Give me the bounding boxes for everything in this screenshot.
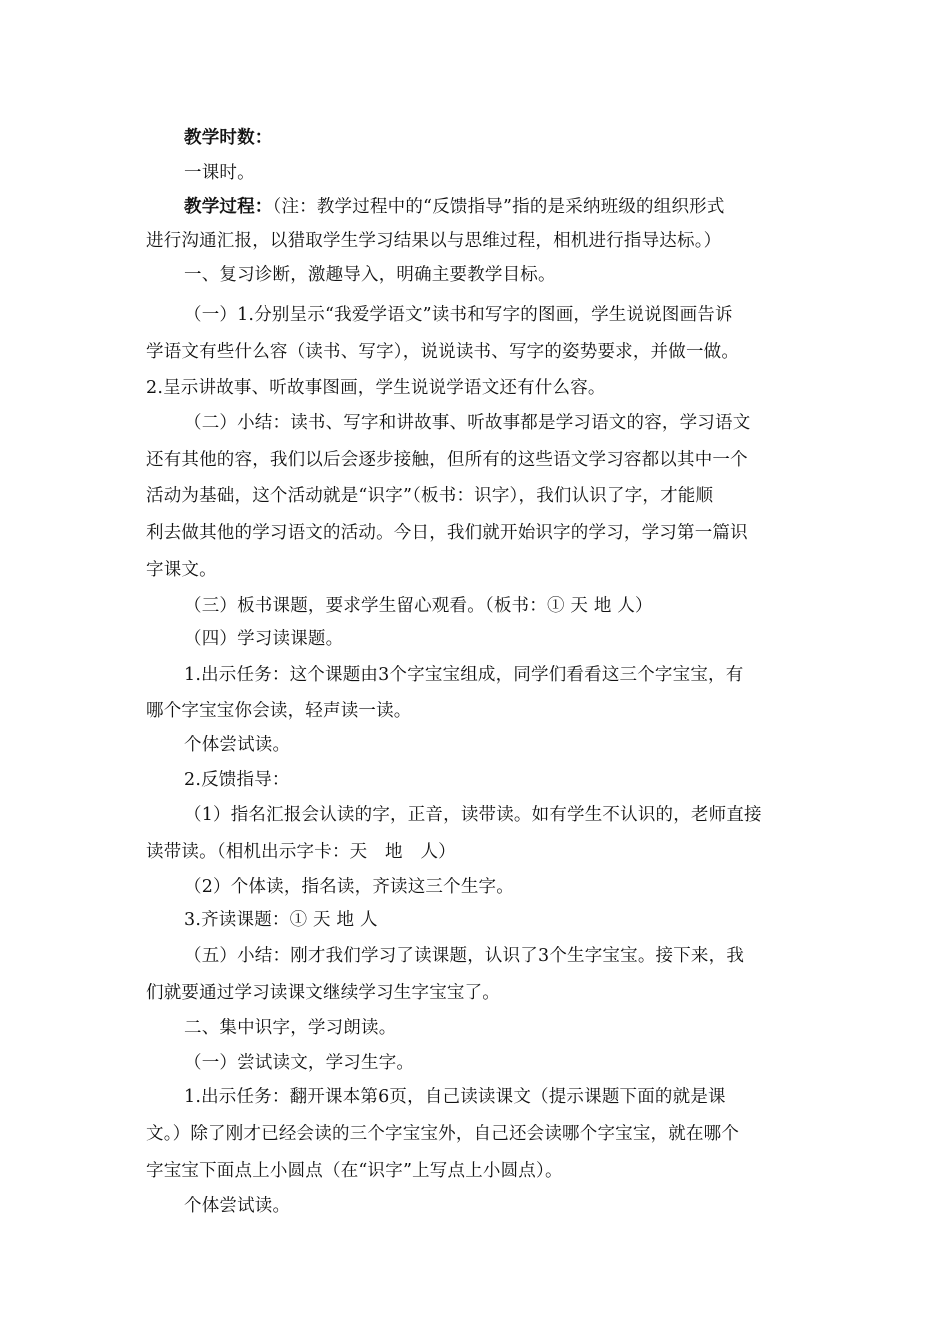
paragraph-line: 活动为基础，这个活动就是“识字”（板书：识字），我们认识了字，才能顺 bbox=[146, 486, 714, 506]
bold-label: 教学过程： bbox=[184, 197, 273, 217]
paragraph-line: 2.呈示讲故事、听故事图画，学生说说学语文还有什么容。 bbox=[146, 378, 606, 398]
paragraph-line: 利去做其他的学习语文的活动。今日，我们就开始识字的学习，学习第一篇识 bbox=[146, 523, 748, 543]
paragraph-line: 个体尝试读。 bbox=[184, 1196, 291, 1216]
paragraph-line: 读带读。（相机出示字卡：天 地 人） bbox=[146, 842, 456, 862]
paragraph-line: 们就要通过学习读课文继续学习生字宝宝了。 bbox=[146, 983, 500, 1003]
paragraph-line: 1.出示任务：翻开课本第6页，自己读读课文（提示课题下面的就是课 bbox=[184, 1087, 726, 1107]
subsection-heading: （一）尝试读文，学习生字。 bbox=[184, 1053, 415, 1073]
paragraph-line: 一课时。 bbox=[184, 163, 255, 183]
paragraph-line: 学语文有些什么容（读书、写字），说说读书、写字的姿势要求，并做一做。 bbox=[146, 342, 740, 362]
heading-teaching-process bbox=[184, 195, 725, 219]
paragraph-line: 2.反馈指导： bbox=[184, 770, 290, 790]
paragraph-line: 文。）除了刚才已经会读的三个字宝宝外，自己还会读哪个字宝宝，就在哪个 bbox=[146, 1124, 740, 1144]
paragraph-text: （注：教学过程中的“反馈指导”指的是采纳班级的组织形式 bbox=[272, 197, 725, 217]
paragraph-line: 进行沟通汇报，以猎取学生学习结果以与思维过程，相机进行指导达标。） bbox=[146, 231, 722, 251]
paragraph-line: （二）小结：读书、写字和讲故事、听故事都是学习语文的容，学习语文 bbox=[184, 413, 751, 433]
paragraph-line: 个体尝试读。 bbox=[184, 735, 291, 755]
paragraph-line: 字课文。 bbox=[146, 560, 217, 580]
paragraph-line: 字宝宝下面点上小圆点（在“识字”上写点上小圆点）。 bbox=[146, 1161, 563, 1181]
bold-label: 教学时数： bbox=[184, 128, 273, 148]
section-heading: 一、复习诊断，激趣导入，明确主要教学目标。 bbox=[184, 265, 556, 285]
paragraph-line: （2）个体读，指名读，齐读这三个生字。 bbox=[184, 877, 514, 897]
paragraph-line: 1.出示任务：这个课题由3个字宝宝组成，同学们看看这三个字宝宝，有 bbox=[184, 665, 744, 685]
paragraph-line: （五）小结：刚才我们学习了读课题，认识了3个生字宝宝。接下来，我 bbox=[184, 946, 745, 966]
subsection-heading: （四）学习读课题。 bbox=[184, 629, 344, 649]
paragraph-line: （一）1.分别呈示“我爱学语文”读书和写字的图画，学生说说图画告诉 bbox=[184, 305, 733, 325]
paragraph-line: 3.齐读课题：① 天 地 人 bbox=[184, 910, 378, 930]
heading-teaching-hours bbox=[184, 126, 273, 150]
paragraph-line: （1）指名汇报会认读的字，正音，读带读。如有学生不认识的，老师直接 bbox=[184, 805, 762, 825]
paragraph-line: 哪个字宝宝你会读，轻声读一读。 bbox=[146, 701, 412, 721]
paragraph-line: （三）板书课题，要求学生留心观看。（板书：① 天 地 人） bbox=[184, 596, 653, 616]
section-heading: 二、集中识字，学习朗读。 bbox=[184, 1018, 397, 1038]
paragraph-line: 还有其他的容，我们以后会逐步接触，但所有的这些语文学习容都以其中一个 bbox=[146, 450, 748, 470]
